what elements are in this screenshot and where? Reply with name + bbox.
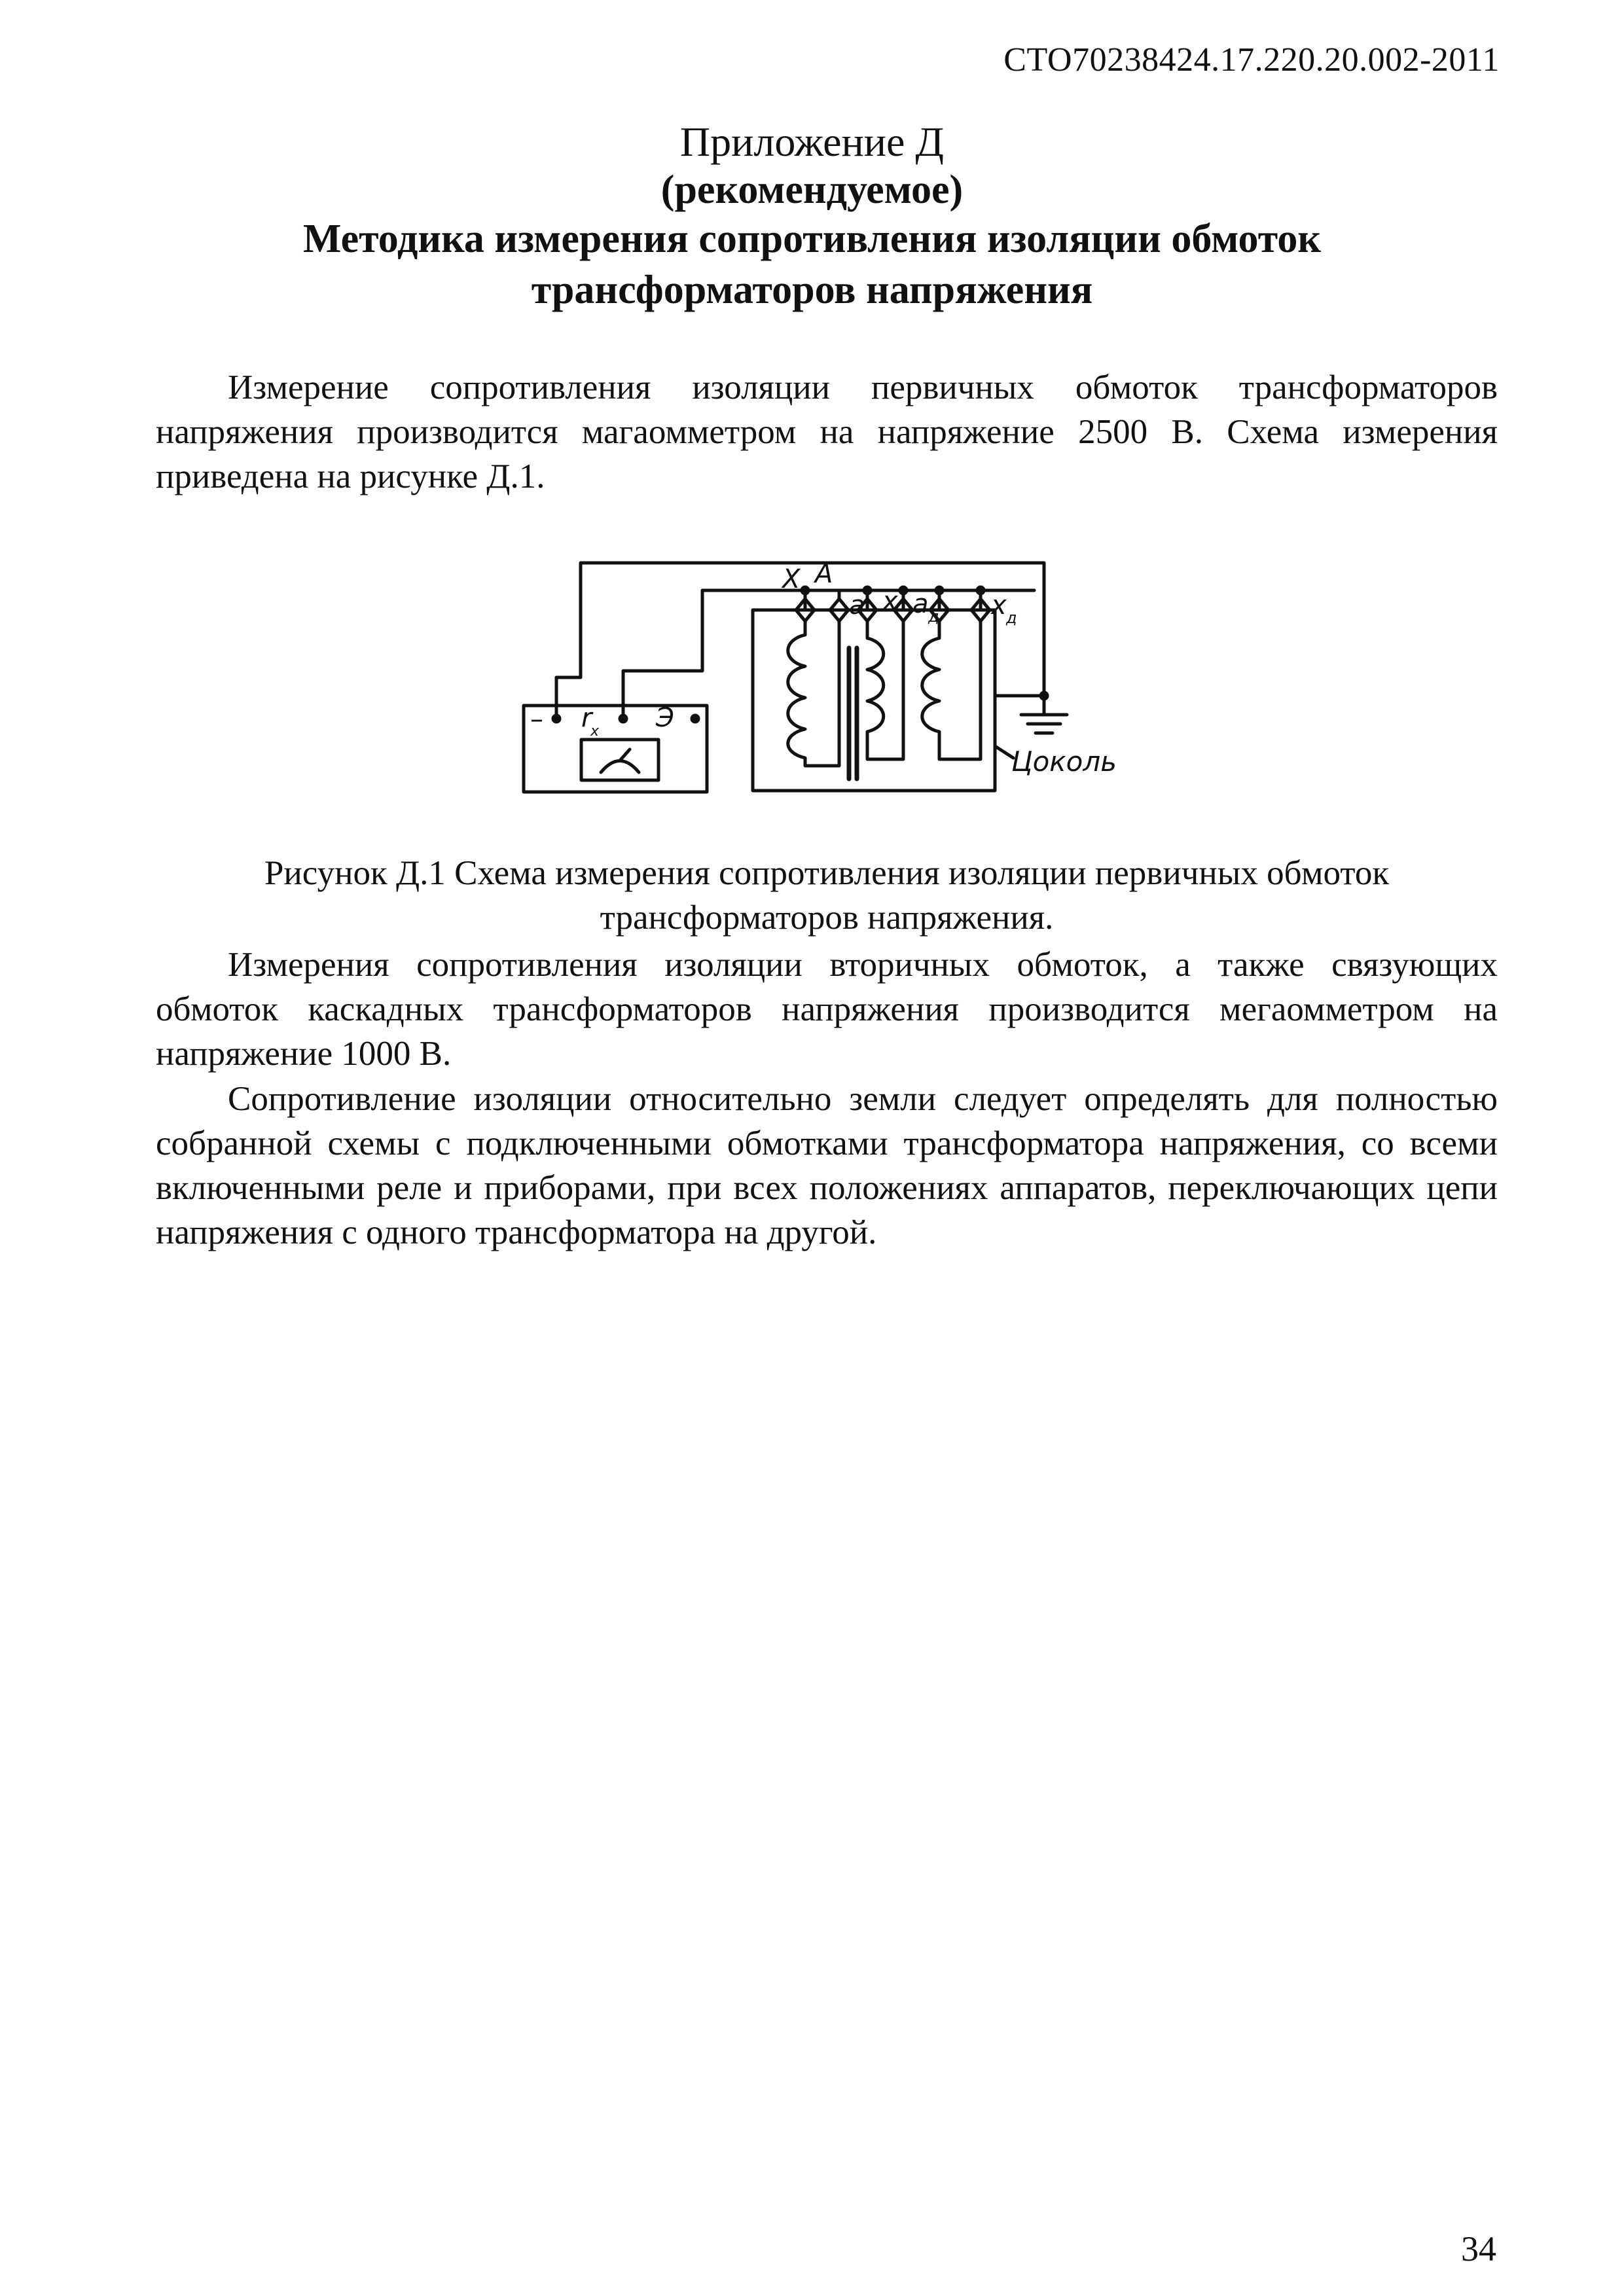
label-xd: x bbox=[991, 590, 1007, 620]
label-xd-sub: д bbox=[1006, 609, 1017, 627]
label-ad: a bbox=[912, 589, 929, 619]
paragraph-secondary-measurement: Измерения сопротивления изоляции вторичных обмоток, а также связующих обмоток каскадных трансформаторов напряжения производится мегаомметром на напряжение 1000 В. bbox=[156, 946, 1498, 1073]
figure-caption: Рисунок Д.1 Схема измерения сопротивления изоляции первичных обмоток трансформаторов напряжения. bbox=[264, 854, 1390, 937]
label-minus: – bbox=[530, 704, 543, 734]
paragraph-ground-resistance: Сопротивление изоляции относительно земли следует определять для полностью собранной схемы с подключенными обмотками трансформатора напряжения, со всеми включенными реле и приборами, при всех положениях аппаратов, переключающих цепи напряжения с одного трансформатора на другой. bbox=[156, 1080, 1498, 1251]
label-x: X bbox=[782, 564, 801, 594]
tsokol-leader bbox=[995, 746, 1013, 758]
label-rx-sub: x bbox=[590, 723, 600, 740]
label-e: Э bbox=[656, 703, 674, 733]
label-ad-sub: д bbox=[928, 607, 939, 626]
paragraph-primary-measurement: Измерение сопротивления изоляции первичных обмоток трансформаторов напряжения производится магаомметром на напряжение 2500 В. Схема измерения приведена на рисунке Д.1. bbox=[156, 368, 1498, 495]
recommended-label: (рекомендуемое) bbox=[660, 168, 964, 212]
measurement-schematic bbox=[517, 550, 1172, 812]
page-number: 34 bbox=[1461, 2229, 1496, 2269]
label-x-small: x bbox=[882, 586, 898, 617]
ground-symbol bbox=[995, 696, 1067, 733]
label-rx: r bbox=[581, 703, 592, 733]
appendix-title-line1: Методика измерения сопротивления изоляции обмоток bbox=[302, 217, 1322, 261]
secondary-winding bbox=[867, 621, 903, 759]
meter-needle bbox=[601, 749, 639, 772]
document-code: СТО70238424.17.220.20.002-2011 bbox=[1003, 41, 1500, 79]
appendix-title-line2: трансформаторов напряжения bbox=[531, 268, 1093, 312]
primary-winding bbox=[788, 621, 839, 766]
additional-winding bbox=[922, 621, 981, 759]
label-tsokol: Цоколь bbox=[1011, 745, 1117, 778]
label-A: A bbox=[815, 559, 833, 589]
label-a: a bbox=[849, 590, 865, 620]
appendix-heading: Приложение Д bbox=[679, 118, 945, 165]
transformer-core bbox=[849, 648, 857, 779]
